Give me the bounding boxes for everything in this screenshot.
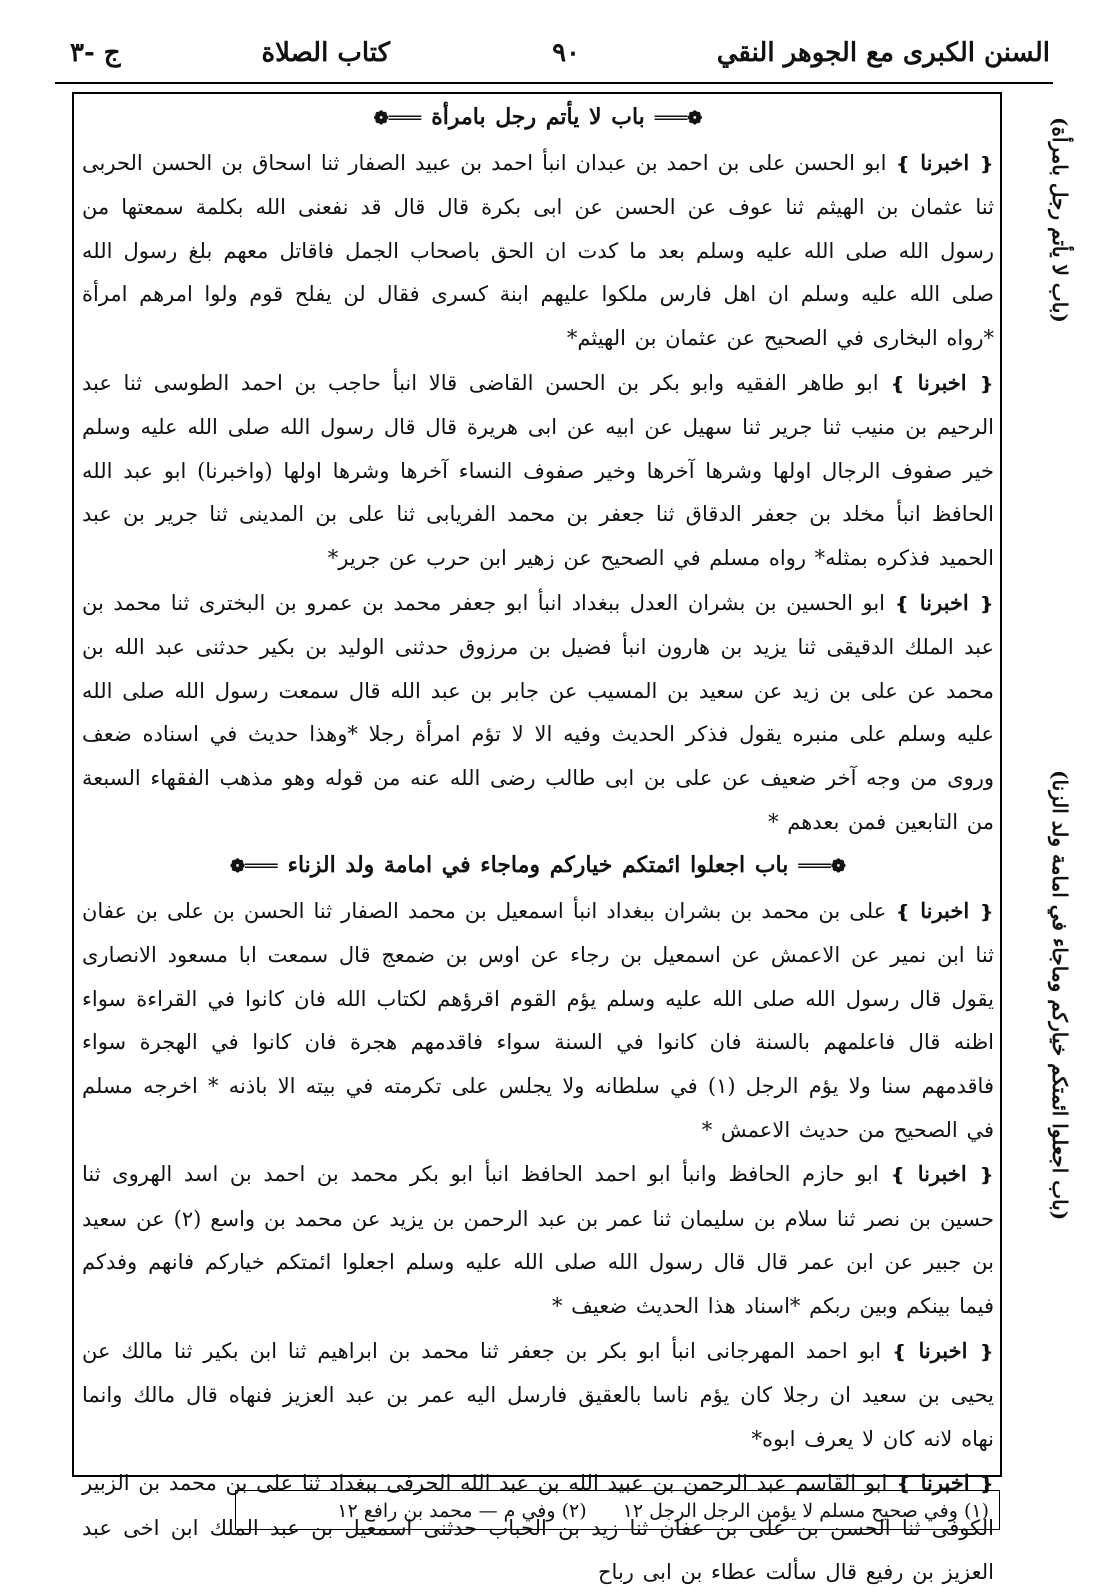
margin-note-1: (باب لا يأتم رجل بامرأة) (1048, 117, 1072, 323)
hadith-text: ابو الحسن على بن احمد بن عبدان انبأ احمد بن عبيد الصفار ثنا اسحاق بن الحسن الحربى ثنا عثمان بن الهيثم ثنا عوف عن الحسن عن ابى بكرة قال قال قد نفعنى الله بكلمة سمعتها من رسول الله صلى الله عليه وسلم بعد ما كدت ان الحق باصحاب الجمل فاقاتل معهم بلغ رسول الله صلى الله عليه وسلم ان اهل فارس ملكوا عليهم ابنة كسرى فقال لن يفلح قوم ولوا امرهم امرأة *رواه البخارى في الصحيح عن عثمان بن الهيثم* (82, 150, 994, 350)
chapter-heading-1 (82, 96, 994, 141)
margin-note-2: (باب اجعلوا ائمتكم خياركم وماجاء في امامة ولد الزنا) (1048, 769, 1072, 1221)
hadith-marker: ❴ اخبرنا ❵ (896, 1470, 995, 1496)
ornament-icon: ❁═══ (798, 856, 846, 878)
chapter-title: باب اجعلوا ائمتكم خياركم وماجاء في امامة ولد الزناء (287, 852, 789, 879)
chapter-heading-2 (82, 844, 994, 889)
hadith-text: ابو الحسين بن بشران العدل ببغداد انبأ ابو جعفر محمد بن عمرو بن البخترى ثنا محمد بن عبد الملك الدقيقى ثنا يزيد بن هارون انبأ فضيل بن مرزوق حدثنى الوليد بن بكير حدثنى عبد الله بن محمد عن على بن زيد عن سعيد بن المسيب عن جابر بن عبد الله قال سمعت رسول الله صلى الله عليه وسلم على منبره يقول فذكر الحديث وفيه الا لا تؤم امرأة رجلا *وهذا حديث في اسناده ضعف وروى من وجه آخر ضعيف عن على بن ابى طالب رضى الله عنه من قوله وهو مذهب الفقهاء السبعة من التابعين فمن بعدهم * (82, 590, 994, 834)
hadith-marker: ❴ اخبرنا ❵ (895, 149, 994, 175)
hadith-intro: اخبرنا (918, 1337, 968, 1363)
hadith-marker: ❴ اخبرنا ❵ (890, 1161, 995, 1187)
hadith-text: ابو القاسم عبد الرحمن بن عبيد الله بن عبد الله الحرفى ببغداد ثنا على بن محمد بن الزبير الكوفى ثنا الحسن بن على بن عفان ثنا زيد بن الحباب حدثنى اسمعيل بن عبد الملك ابن اخى عبد العزيز بن رفيع قال سألت عطاء بن ابى رباح (82, 1471, 994, 1584)
hadith-text: على بن محمد بن بشران ببغداد انبأ اسمعيل بن محمد الصفار ثنا الحسن بن على بن عفان ثنا ابن نمير عن الاعمش عن اسمعيل بن رجاء عن اوس بن ضمعج قال سمعت ابا مسعود الانصارى يقول قال رسول الله صلى الله عليه وسلم يؤم القوم اقرؤهم لكتاب الله فان كانوا في القراءة سواء اظنه قال فاعلمهم بالسنة فان كانوا في السنة سواء فاقدمهم هجرة فان كانوا في الهجرة سواء فاقدمهم سنا ولا يؤم الرجل (١) في سلطانه ولا يجلس على تكرمته في بيته الا باذنه * اخرجه مسلم في الصحيح من حديث الاعمش * (82, 898, 994, 1142)
chapter-title: باب لا يأتم رجل بامرأة (431, 104, 645, 130)
hadith-intro: اخبرنا (920, 1470, 970, 1496)
hadith-text: ابو طاهر الفقيه وابو بكر بن الحسن القاضى قالا انبأ حاجب بن احمد الطوسى ثنا عبد الرحيم بن منيب ثنا جرير ثنا سهيل عن ابيه عن ابى هريرة قال قال رسول الله صلى الله عليه وسلم خير صفوف الرجال اولها وشرها آخرها وخير صفوف النساء آخرها وشرها اولها (واخبرنا) ابو عبد الله الحافظ انبأ مخلد بن جعفر الدقاق ثنا جعفر بن محمد الفريابى ثنا على بن المدينى ثنا جرير بن عبد الحميد فذكره بمثله* رواه مسلم في الصحيح عن زهير ابن حرب عن جرير* (82, 370, 994, 570)
footnote-2: (٢) وفي م — محمد بن رافع ١٢ (337, 1500, 587, 1522)
volume-label: ج -٣ (70, 38, 121, 68)
hadith-intro: اخبرنا (919, 589, 969, 615)
page-header (60, 30, 1050, 80)
hadith-intro: اخبرنا (917, 369, 967, 395)
hadith-intro: اخبرنا (917, 1161, 967, 1187)
hadith-paragraph (82, 889, 994, 1153)
hadith-paragraph (82, 581, 994, 845)
hadith-marker: ❴ اخبرنا ❵ (894, 589, 994, 615)
hadith-text: ابو حازم الحافظ وانبأ ابو احمد الحافظ انبأ ابو بكر محمد بن احمد بن اسد الهروى ثنا حسين بن نصر ثنا سلام بن سليمان ثنا عمر بن عبد الرحمن بن يزيد عن محمد بن واسع (٢) عن سعيد بن جبير عن ابن عمر قال قال رسول الله صلى الله عليه وسلم اجعلوا ائمتكم خياركم فانهم وفدكم فيما بينكم وبين ربكم *اسناد هذا الحديث ضعيف * (82, 1162, 994, 1319)
footnote-1: (١) وفي صحيح مسلم لا يؤمن الرجل الرجل ١٢ (622, 1500, 989, 1522)
hadith-marker: ❴ اخبرنا ❵ (891, 1337, 994, 1363)
chapter-book-title: كتاب الصلاة (261, 38, 390, 68)
hadith-paragraph (82, 1329, 994, 1462)
hadith-marker: ❴ اخبرنا ❵ (895, 897, 994, 923)
hadith-paragraph (82, 141, 994, 361)
footnotes (235, 1490, 1000, 1530)
hadith-marker: ❴ اخبرنا ❵ (890, 369, 994, 395)
ornament-icon: ═══❁ (373, 108, 422, 129)
hadith-intro: اخبرنا (920, 897, 970, 923)
hadith-paragraph (82, 361, 994, 581)
page-number: ٩٠ (552, 38, 580, 68)
book-title: السنن الكبرى مع الجوهر النقي (716, 38, 1050, 68)
ornament-icon: ❁═══ (654, 108, 703, 129)
ornament-icon: ═══❁ (230, 856, 278, 878)
header-rule (55, 82, 1053, 84)
hadith-text: ابو احمد المهرجانى انبأ ابو بكر بن جعفر ثنا محمد بن ابراهيم ثنا ابن بكير ثنا مالك عن يحيى بن سعيد ان رجلا كان يؤم ناسا بالعقيق فارسل اليه عمر بن عبد العزيز فنهاه قال مالك وانما نهاه لانه كان لا يعرف ابوه* (82, 1338, 994, 1451)
hadith-paragraph (82, 1152, 994, 1328)
hadith-intro: اخبرنا (920, 149, 970, 175)
